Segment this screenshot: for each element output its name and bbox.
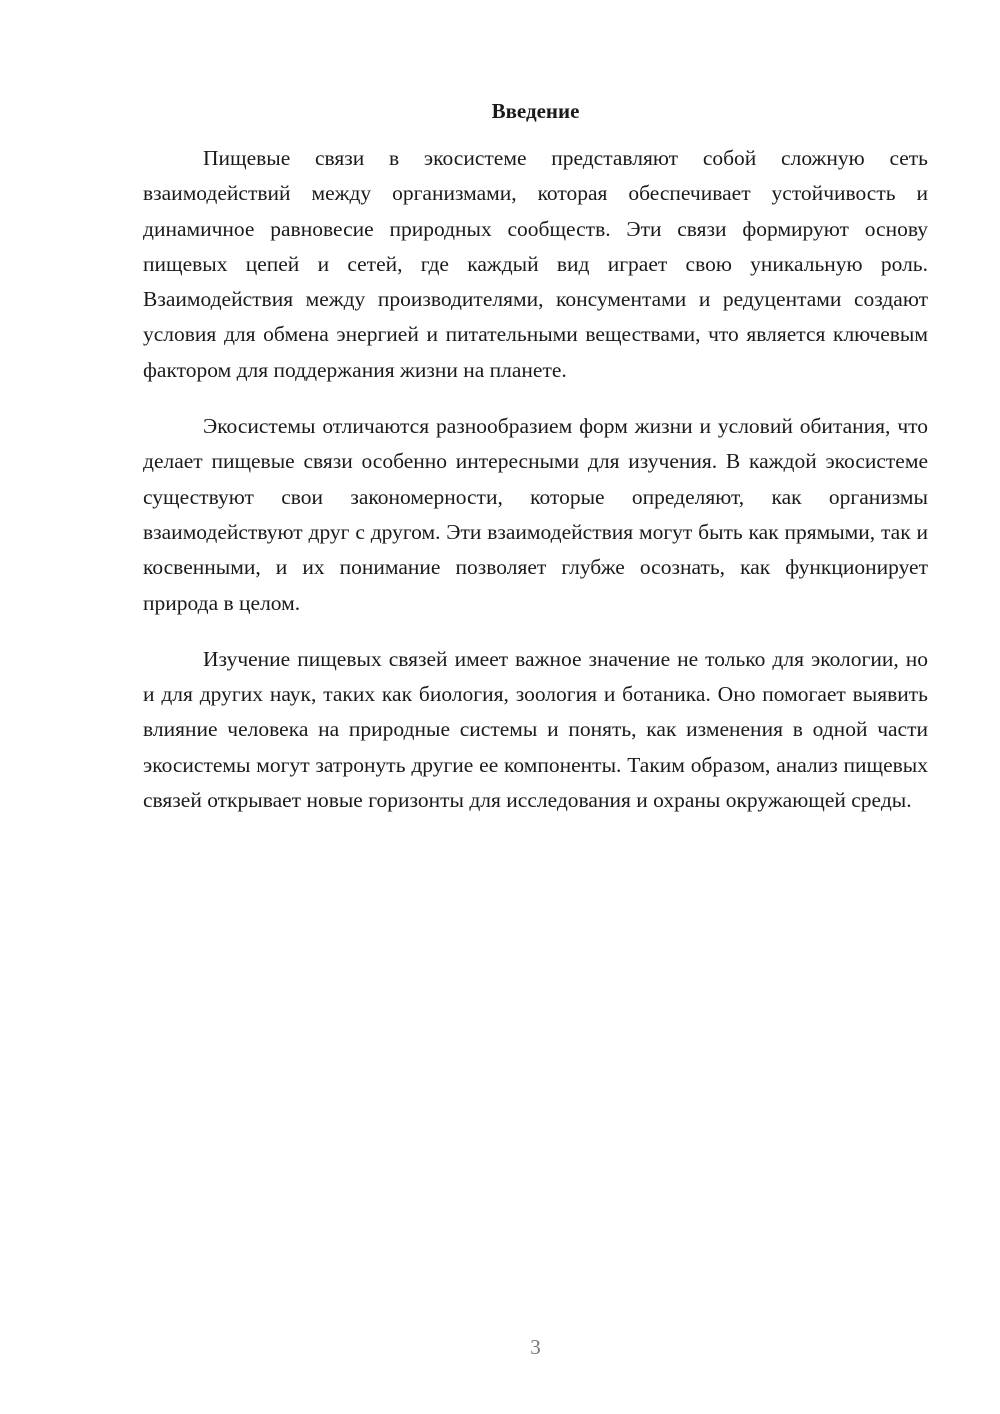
- paragraph-1: Пищевые связи в экосистеме представляют собой сложную сеть взаимодействий между организмами, которая обеспечивает устойчивость и динамичное равновесие природных сообществ. Эти связи формируют основу пищевых цепей и сетей, где каждый вид играет свою уникальную роль. Взаимодействия между производителями, консументами и редуцентами создают условия для обмена энергией и питательными веществами, что является ключевым фактором для поддержания жизни на планете.: [143, 146, 928, 382]
- section-heading: Введение: [491, 99, 580, 123]
- paragraph-3: Изучение пищевых связей имеет важное значение не только для экологии, но и для других наук, таких как биология, зоология и ботаника. Оно помогает выявить влияние человека на природные системы и понять, как изменения в одной части экосистемы могут затронуть другие ее компоненты. Таким образом, анализ пищевых связей открывает новые горизонты для исследования и охраны окружающей среды.: [143, 646, 928, 813]
- page-number: 3: [530, 1335, 541, 1359]
- body-text: [143, 141, 928, 839]
- paragraph-2: Экосистемы отличаются разнообразием форм жизни и условий обитания, что делает пищевые связи особенно интересными для изучения. В каждой экосистеме существуют свои закономерности, которые определяют, как организмы взаимодействуют друг с другом. Эти взаимодействия могут быть как прямыми, так и косвенными, и их понимание позволяет глубже осознать, как функционирует природа в целом.: [143, 414, 928, 615]
